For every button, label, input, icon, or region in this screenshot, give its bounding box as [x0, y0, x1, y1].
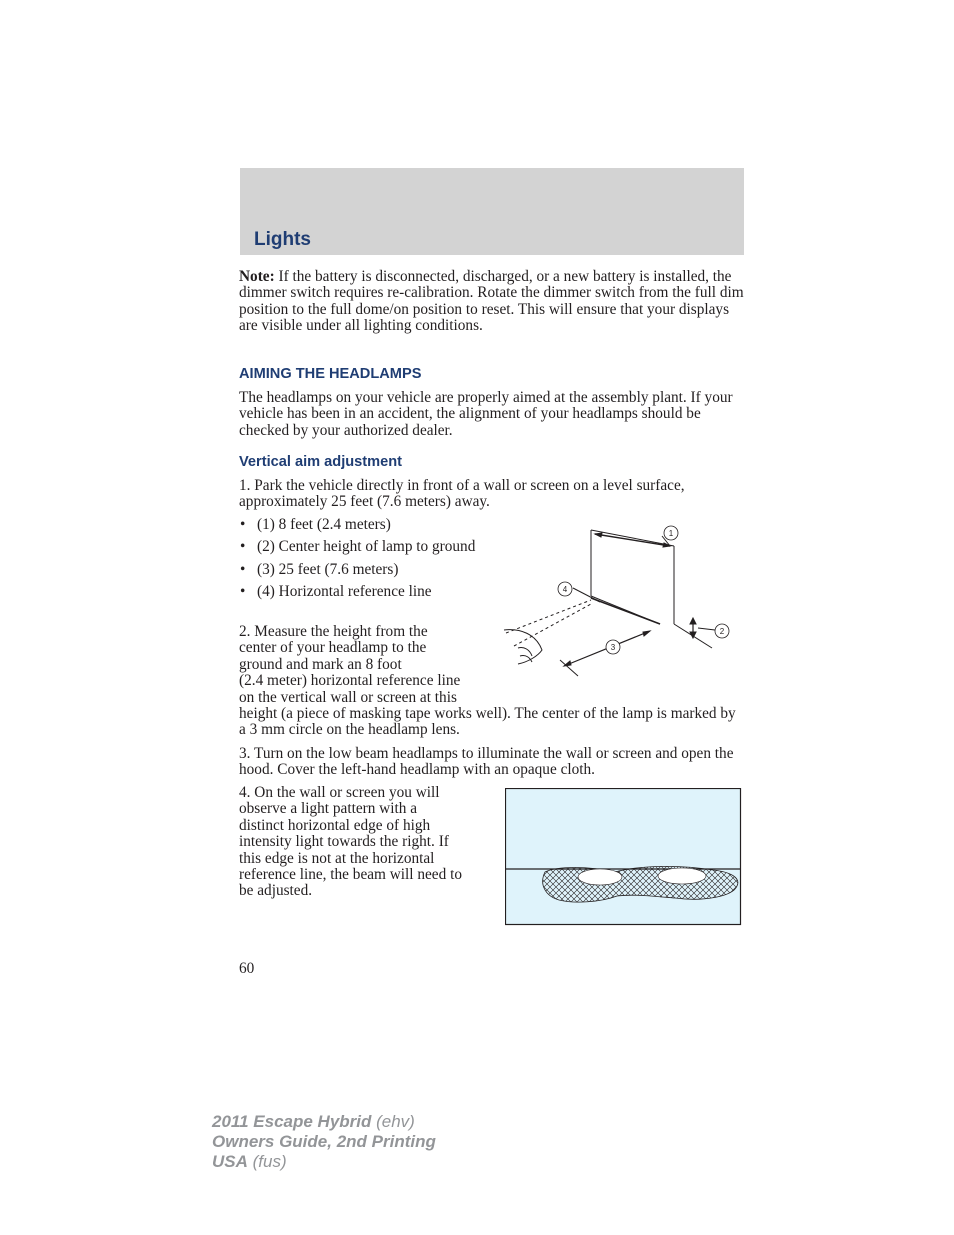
callout-4: 4 — [562, 585, 568, 594]
footer-market-code: (fus) — [247, 1152, 287, 1171]
step-1-paragraph: 1. Park the vehicle directly in front of a wall or screen on a level surface, approximately 25 feet (7.6 meters) away. — [239, 477, 685, 511]
light-pattern-illustration — [505, 788, 742, 926]
list-item: • (4) Horizontal reference line — [240, 583, 432, 601]
footer-model: 2011 Escape Hybrid — [212, 1112, 372, 1131]
list-item: • (2) Center height of lamp to ground — [240, 538, 476, 556]
intro-paragraph: The headlamps on your vehicle are properly aimed at the assembly plant. If your vehicle has been in an accident, the alignment of your headlamps should be checked by your authorized dealer. — [239, 389, 733, 439]
callout-1: 1 — [668, 529, 674, 538]
note-text: If the battery is disconnected, discharged, or a new battery is installed, the dimmer switch requires re-calibration. Rotate the dimmer switch from the full dim position to the full dome/on position to reset. This will ensure that your displays are visible under all lighting conditions. — [239, 268, 744, 335]
callout-2: 2 — [719, 627, 725, 636]
note-paragraph — [239, 269, 744, 335]
subsection-heading: Vertical aim adjustment — [239, 454, 403, 470]
note-label: Note: — [239, 268, 275, 285]
section-header-band — [240, 168, 744, 255]
section-heading: AIMING THE HEADLAMPS — [239, 366, 422, 382]
step-4-paragraph: 4. On the wall or screen you will observe a light pattern with a distinct horizontal edge of high intensity light towards the right. If this edge is not at the horizontal reference line, the beam will need to be adjusted. — [239, 784, 462, 900]
section-title: Lights — [254, 229, 311, 250]
callout-3: 3 — [610, 643, 616, 652]
page-number: 60 — [239, 960, 255, 977]
headlamp-aiming-diagram — [500, 518, 744, 690]
step-2-continuation: height (a piece of masking tape works well). The center of the lamp is marked by a 3 mm circle on the headlamp lens. — [239, 705, 736, 739]
step-2-paragraph: 2. Measure the height from the center of your headlamp to the ground and mark an 8 foot (2.4 meter) horizontal reference line on the vertical wall or screen at this — [239, 623, 461, 706]
footer-guide: Owners Guide, 2nd Printing — [212, 1132, 436, 1151]
list-item: • (1) 8 feet (2.4 meters) — [240, 516, 391, 533]
measurement-list — [239, 517, 499, 607]
footer-market: USA — [212, 1152, 248, 1171]
list-item: • (3) 25 feet (7.6 meters) — [240, 560, 399, 578]
step-3-paragraph: 3. Turn on the low beam headlamps to illuminate the wall or screen and open the hood. Cover the left-hand headlamp with an opaque cloth. — [239, 745, 734, 779]
footer-model-code: (ehv) — [371, 1112, 415, 1131]
document-footer — [212, 1112, 436, 1172]
